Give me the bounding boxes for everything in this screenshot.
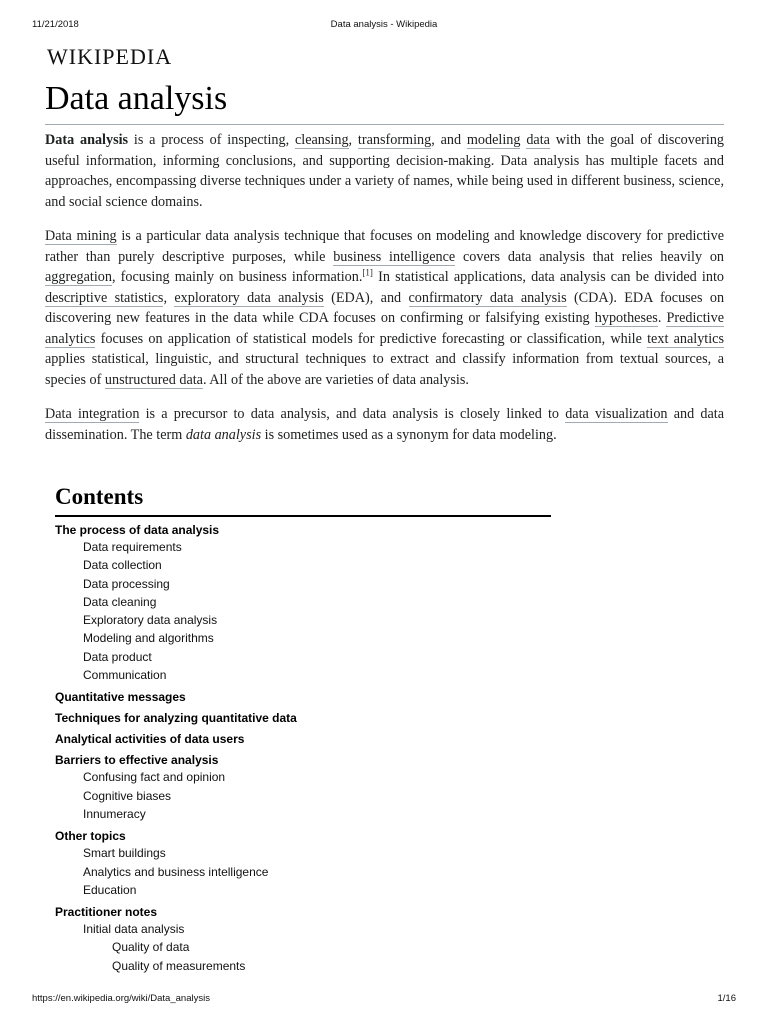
toc-section-link[interactable]: Analytical activities of data users [55, 732, 245, 747]
toc-subsection-link[interactable]: Data collection [83, 558, 162, 573]
link-data[interactable]: data [526, 132, 550, 148]
toc-section-link[interactable]: Other topics [55, 829, 126, 844]
toc-subsection-link[interactable]: Communication [83, 668, 167, 683]
text: applies statistical, linguistic, and structural techniques to extract and classify information from textual sources, a species of [45, 351, 724, 388]
link-business-intelligence[interactable]: business intelligence [333, 248, 456, 265]
print-url: https://en.wikipedia.org/wiki/Data_analysis [32, 993, 210, 1004]
toc-subsection-link[interactable]: Data processing [83, 576, 170, 591]
wikipedia-wordmark[interactable]: WIKIPEDIA [47, 44, 173, 69]
text: and data dissemination. The term [45, 406, 724, 443]
link-confirmatory-data-analysis[interactable]: confirmatory data analysis [408, 289, 567, 306]
toc-subsection-link[interactable]: Data product [83, 649, 152, 664]
text: . [657, 310, 667, 326]
toc-section-link[interactable]: The process of data analysis [55, 523, 220, 537]
article-body [45, 130, 724, 459]
toc-subsection-link[interactable]: Cognitive biases [83, 788, 172, 803]
print-header [32, 19, 736, 30]
toc-subsection-link[interactable]: Modeling and algorithms [83, 631, 214, 646]
text: , and [431, 132, 467, 148]
toc-subsection-link[interactable]: Exploratory data analysis [83, 613, 218, 628]
toc-subsection-link[interactable]: Smart buildings [83, 846, 166, 861]
print-page-title: Data analysis - Wikipedia [330, 19, 438, 30]
link-predictive-analytics[interactable]: Predictive analytics [45, 310, 725, 347]
title-divider [45, 124, 724, 125]
link-data-mining[interactable]: Data mining [45, 228, 117, 244]
emphasis-term: data analysis [185, 426, 262, 443]
text: is a precursor to data analysis, and data analysis is closely linked to [139, 406, 566, 422]
text: is a process of inspecting, [128, 132, 295, 148]
toc-subsection-link[interactable]: Quality of data [112, 940, 190, 955]
print-footer [32, 993, 736, 1004]
toc-title: Contents [55, 484, 551, 517]
intro-paragraph-2 [45, 226, 724, 390]
text: (CDA). EDA focuses on discovering new features in the data while CDA focuses on confirming or falsifying existing [45, 289, 725, 326]
intro-paragraph-1 [45, 130, 724, 212]
bold-term: Data analysis [45, 132, 129, 148]
text: , [348, 132, 358, 148]
toc-section-link[interactable]: Barriers to effective analysis [55, 753, 219, 768]
print-date: 11/21/2018 [32, 19, 79, 30]
link-transforming[interactable]: transforming [357, 132, 432, 148]
text: (EDA), and [323, 289, 409, 306]
toc-list [55, 523, 551, 975]
page-title: Data analysis [45, 80, 228, 117]
table-of-contents [55, 484, 551, 975]
link-aggregation[interactable]: aggregation [45, 269, 112, 285]
toc-subsection-link[interactable]: Data requirements [83, 540, 182, 554]
toc-section-link[interactable]: Practitioner notes [55, 905, 158, 920]
link-data-integration[interactable]: Data integration [45, 406, 140, 422]
intro-paragraph-3 [45, 404, 724, 445]
text: covers data analysis that relies heavily on [455, 248, 725, 265]
text: is sometimes used as a synonym for data modeling. [261, 426, 557, 443]
toc-section-link[interactable]: Quantitative messages [55, 690, 186, 705]
toc-subsection-link[interactable]: Education [83, 882, 137, 897]
toc-section-link[interactable]: Techniques for analyzing quantitative data [55, 711, 297, 726]
reference-1[interactable]: [1] [362, 267, 373, 278]
link-unstructured-data[interactable]: unstructured data [104, 371, 203, 388]
link-hypotheses[interactable]: hypotheses [594, 310, 658, 326]
link-exploratory-data-analysis[interactable]: exploratory data analysis [174, 289, 324, 306]
toc-subsection-link[interactable]: Data cleaning [83, 594, 157, 609]
link-data-visualization[interactable]: data visualization [565, 406, 668, 422]
link-text-analytics[interactable]: text analytics [647, 330, 724, 347]
toc-subsection-link[interactable]: Confusing fact and opinion [83, 770, 226, 785]
toc-subsection-link[interactable]: Innumeracy [83, 806, 146, 821]
toc-subsection-link[interactable]: Quality of measurements [112, 958, 246, 973]
text: , focusing mainly on business information. [111, 269, 363, 285]
text: focuses on application of statistical models for predictive forecasting or classification, while [95, 330, 648, 347]
text: with the goal of discovering useful information, informing conclusions, and supporting decision-making. Data analysis has multiple facets and approaches, encompassing diverse techniques under a variety of names, while being used in different business, science, and social science domains. [45, 132, 725, 210]
toc-subsection-link[interactable]: Analytics and business intelligence [83, 864, 269, 879]
toc-subsection-link[interactable]: Initial data analysis [83, 922, 185, 937]
link-modeling[interactable]: modeling [466, 132, 521, 148]
text: is a particular data analysis technique that focuses on modeling and knowledge discovery for predictive rather than purely descriptive purposes, while [45, 228, 725, 265]
link-cleansing[interactable]: cleansing [294, 132, 349, 148]
link-descriptive-statistics[interactable]: descriptive statistics [45, 289, 164, 306]
print-page-number: 1/16 [717, 993, 736, 1004]
text: . All of the above are varieties of data analysis. [202, 371, 469, 388]
text: , [163, 289, 175, 306]
text: In statistical applications, data analysis can be divided into [372, 269, 724, 285]
